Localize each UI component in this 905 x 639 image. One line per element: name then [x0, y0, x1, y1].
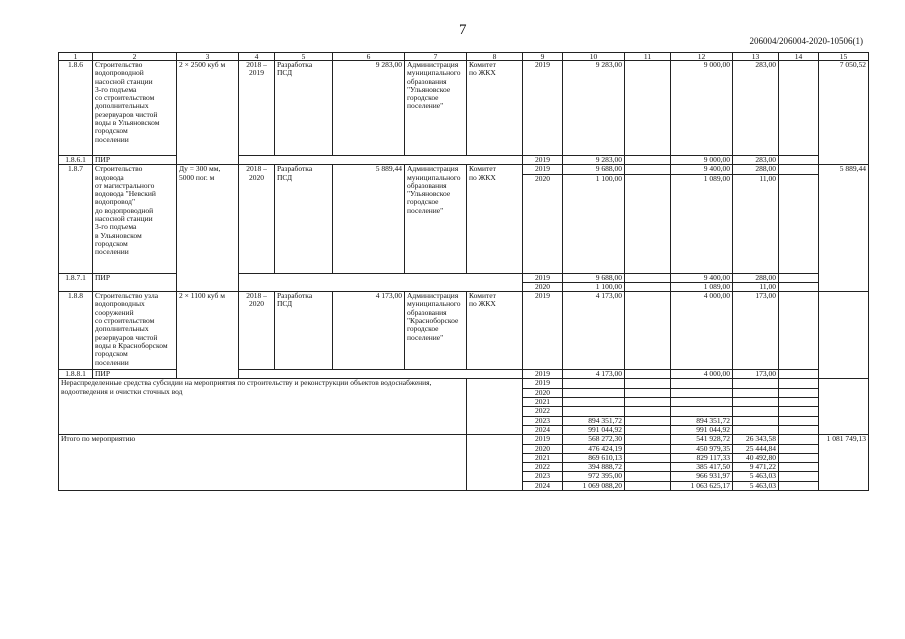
year-cell: 2024: [523, 481, 563, 490]
col13-cell: [733, 398, 779, 407]
col12-cell: 4 000,00: [671, 370, 733, 379]
col13-cell: 11,00: [733, 282, 779, 291]
column-header: 5: [275, 53, 333, 61]
year-cell: 2022: [523, 463, 563, 472]
col14-cell: [779, 416, 819, 425]
col13-cell: 173,00: [733, 292, 779, 370]
col12-cell: 9 000,00: [671, 156, 733, 165]
sub-number: 1.8.6.1: [59, 156, 93, 165]
col12-cell: 991 044,92: [671, 425, 733, 434]
item-capacity: 2 × 1100 куб м: [177, 292, 239, 379]
col11-cell: [625, 435, 671, 444]
col12-cell: 1 089,00: [671, 282, 733, 291]
program-table: [58, 52, 869, 491]
col13-cell: 40 492,80: [733, 453, 779, 462]
item-name: Строительство водопроводной насосной станции 3-го подъема со строительством дополнительных резервуаров чистой воды в Ульяновском городском поселении: [93, 61, 177, 156]
col11-cell: [625, 273, 671, 282]
year-cell: 2021: [523, 398, 563, 407]
year-cell: 2019: [523, 165, 563, 174]
col13-cell: 283,00: [733, 61, 779, 156]
col14-cell: [779, 481, 819, 490]
sub-blank: [239, 273, 523, 292]
col11-cell: [625, 282, 671, 291]
item-cost: 5 889,44: [333, 165, 405, 273]
col12-cell: 894 351,72: [671, 416, 733, 425]
col11-cell: [625, 174, 671, 273]
item-stage: Разработка ПСД: [275, 165, 333, 273]
sub-number: 1.8.8.1: [59, 370, 93, 379]
table-row: [59, 435, 869, 444]
item-period: 2018 – 2020: [239, 292, 275, 370]
column-header: 14: [779, 53, 819, 61]
year-cell: 2019: [523, 435, 563, 444]
item-executor: Комитет по ЖКХ: [467, 292, 523, 370]
sub-name: ПИР: [93, 370, 177, 379]
col14-cell: [779, 165, 819, 174]
total-cell: [563, 407, 625, 416]
unallocated-label: Нераспределенные средства субсидии на мероприятия по строительству и реконструкции объектов водоснабжения, водоотведения и очистки сточных вод: [59, 379, 467, 435]
column-header: 12: [671, 53, 733, 61]
col12-cell: 385 417,50: [671, 463, 733, 472]
col12-cell: 450 979,35: [671, 444, 733, 453]
col13-cell: 5 463,03: [733, 472, 779, 481]
total-cell: 894 351,72: [563, 416, 625, 425]
total-label: Итого по мероприятию: [59, 435, 467, 491]
item-period: 2018 – 2019: [239, 61, 275, 156]
col12-cell: [671, 407, 733, 416]
col14-cell: [779, 388, 819, 397]
table-row: [59, 53, 869, 61]
sub-name: ПИР: [93, 156, 177, 165]
year-cell: 2019: [523, 273, 563, 282]
year-cell: 2024: [523, 425, 563, 434]
total-cell: 568 272,30: [563, 435, 625, 444]
column-header: 13: [733, 53, 779, 61]
unallocated-col15: [819, 379, 869, 435]
col12-cell: 9 400,00: [671, 165, 733, 174]
item-capacity: 2 × 2500 куб м: [177, 61, 239, 165]
column-header: 10: [563, 53, 625, 61]
col14-cell: [779, 370, 819, 379]
sub-name: ПИР: [93, 273, 177, 292]
col12-cell: 4 000,00: [671, 292, 733, 370]
item-number: 1.8.8: [59, 292, 93, 370]
col12-cell: 829 117,33: [671, 453, 733, 462]
item-number: 1.8.7: [59, 165, 93, 273]
col11-cell: [625, 444, 671, 453]
year-cell: 2020: [523, 444, 563, 453]
total-cell: 394 888,72: [563, 463, 625, 472]
col14-cell: [779, 444, 819, 453]
col11-cell: [625, 481, 671, 490]
sub-number: 1.8.7.1: [59, 273, 93, 292]
col13-cell: [733, 416, 779, 425]
col13-cell: 283,00: [733, 156, 779, 165]
col13-cell: 288,00: [733, 165, 779, 174]
col13-cell: 9 471,22: [733, 463, 779, 472]
year-cell: 2019: [523, 379, 563, 388]
col11-cell: [625, 292, 671, 370]
year-cell: 2021: [523, 453, 563, 462]
item-col15: 7 050,52: [819, 61, 869, 165]
col12-cell: 9 000,00: [671, 61, 733, 156]
year-cell: 2019: [523, 292, 563, 370]
sub-blank: [239, 156, 523, 165]
col14-cell: [779, 379, 819, 388]
year-cell: 2020: [523, 174, 563, 273]
col14-cell: [779, 425, 819, 434]
column-header: 2: [93, 53, 177, 61]
total-cell: 1 069 088,20: [563, 481, 625, 490]
col11-cell: [625, 165, 671, 174]
column-header: 4: [239, 53, 275, 61]
total-cell: [563, 379, 625, 388]
item-customer: Администрация муниципального образования "Ульяновское городское поселение": [405, 165, 467, 273]
total-cell: [563, 388, 625, 397]
item-col15: [819, 292, 869, 379]
col13-cell: [733, 425, 779, 434]
year-cell: 2023: [523, 472, 563, 481]
year-cell: 2020: [523, 282, 563, 291]
col12-cell: [671, 388, 733, 397]
col11-cell: [625, 416, 671, 425]
total-cell: 869 610,13: [563, 453, 625, 462]
col11-cell: [625, 398, 671, 407]
total-cell: [563, 398, 625, 407]
total-executor: [467, 435, 523, 491]
col13-cell: 25 444,84: [733, 444, 779, 453]
table-row: [59, 61, 869, 156]
col14-cell: [779, 407, 819, 416]
col11-cell: [625, 472, 671, 481]
item-number: 1.8.6: [59, 61, 93, 156]
item-customer: Администрация муниципального образования "Ульяновское городское поселение": [405, 61, 467, 156]
year-cell: 2023: [523, 416, 563, 425]
col13-cell: 26 343,58: [733, 435, 779, 444]
total-cell: 972 395,00: [563, 472, 625, 481]
col13-cell: 11,00: [733, 174, 779, 273]
col11-cell: [625, 379, 671, 388]
table-row: [59, 165, 869, 174]
column-header: 3: [177, 53, 239, 61]
col11-cell: [625, 388, 671, 397]
col11-cell: [625, 370, 671, 379]
item-stage: Разработка ПСД: [275, 61, 333, 156]
total-cell: 1 100,00: [563, 282, 625, 291]
col14-cell: [779, 435, 819, 444]
col13-cell: [733, 379, 779, 388]
item-col15: 5 889,44: [819, 165, 869, 292]
col14-cell: [779, 156, 819, 165]
item-stage: Разработка ПСД: [275, 292, 333, 370]
item-executor: Комитет по ЖКХ: [467, 165, 523, 273]
col14-cell: [779, 61, 819, 156]
col12-cell: 9 400,00: [671, 273, 733, 282]
unallocated-executor: [467, 379, 523, 435]
column-header: 15: [819, 53, 869, 61]
col11-cell: [625, 407, 671, 416]
item-customer: Администрация муниципального образования "Красноборское городское поселение": [405, 292, 467, 370]
total-col15: 1 081 749,13: [819, 435, 869, 491]
col13-cell: [733, 388, 779, 397]
item-period: 2018 – 2020: [239, 165, 275, 273]
col12-cell: 1 063 625,17: [671, 481, 733, 490]
col12-cell: [671, 379, 733, 388]
column-header: 6: [333, 53, 405, 61]
total-cell: 1 100,00: [563, 174, 625, 273]
total-cell: 4 173,00: [563, 370, 625, 379]
sub-blank: [239, 370, 523, 379]
year-cell: 2019: [523, 61, 563, 156]
col14-cell: [779, 453, 819, 462]
total-cell: 4 173,00: [563, 292, 625, 370]
col11-cell: [625, 156, 671, 165]
col14-cell: [779, 273, 819, 282]
col13-cell: 5 463,03: [733, 481, 779, 490]
col14-cell: [779, 472, 819, 481]
item-cost: 9 283,00: [333, 61, 405, 156]
col11-cell: [625, 425, 671, 434]
total-cell: 9 688,00: [563, 165, 625, 174]
col12-cell: 966 931,97: [671, 472, 733, 481]
column-header: 1: [59, 53, 93, 61]
col11-cell: [625, 453, 671, 462]
item-executor: Комитет по ЖКХ: [467, 61, 523, 156]
year-cell: 2019: [523, 156, 563, 165]
page-number: 7: [459, 22, 467, 38]
column-header: 8: [467, 53, 523, 61]
year-cell: 2020: [523, 388, 563, 397]
document-id: 206004/206004-2020-10506(1): [749, 36, 863, 46]
col13-cell: [733, 407, 779, 416]
item-cost: 4 173,00: [333, 292, 405, 370]
col12-cell: [671, 398, 733, 407]
year-cell: 2019: [523, 370, 563, 379]
col14-cell: [779, 398, 819, 407]
year-cell: 2022: [523, 407, 563, 416]
table-row: [59, 379, 869, 388]
col14-cell: [779, 282, 819, 291]
column-header: 9: [523, 53, 563, 61]
col14-cell: [779, 292, 819, 370]
column-header: 11: [625, 53, 671, 61]
item-capacity: Ду = 300 мм, 5000 пог. м: [177, 165, 239, 292]
col11-cell: [625, 463, 671, 472]
item-name: Строительство узла водопроводных сооружений со строительством дополнительных резервуаров чистой воды в Красноборском городском поселении: [93, 292, 177, 370]
total-cell: 9 283,00: [563, 61, 625, 156]
total-cell: 9 688,00: [563, 273, 625, 282]
item-name: Строительство водовода от магистрального водовода "Невский водопровод" до водопроводной насосной станции 3-го подъема в Ульяновском городском поселении: [93, 165, 177, 273]
col13-cell: 288,00: [733, 273, 779, 282]
col11-cell: [625, 61, 671, 156]
table-row: [59, 292, 869, 370]
total-cell: 9 283,00: [563, 156, 625, 165]
column-header: 7: [405, 53, 467, 61]
col14-cell: [779, 174, 819, 273]
col14-cell: [779, 463, 819, 472]
total-cell: 991 044,92: [563, 425, 625, 434]
col12-cell: 541 928,72: [671, 435, 733, 444]
total-cell: 476 424,19: [563, 444, 625, 453]
col12-cell: 1 089,00: [671, 174, 733, 273]
col13-cell: 173,00: [733, 370, 779, 379]
